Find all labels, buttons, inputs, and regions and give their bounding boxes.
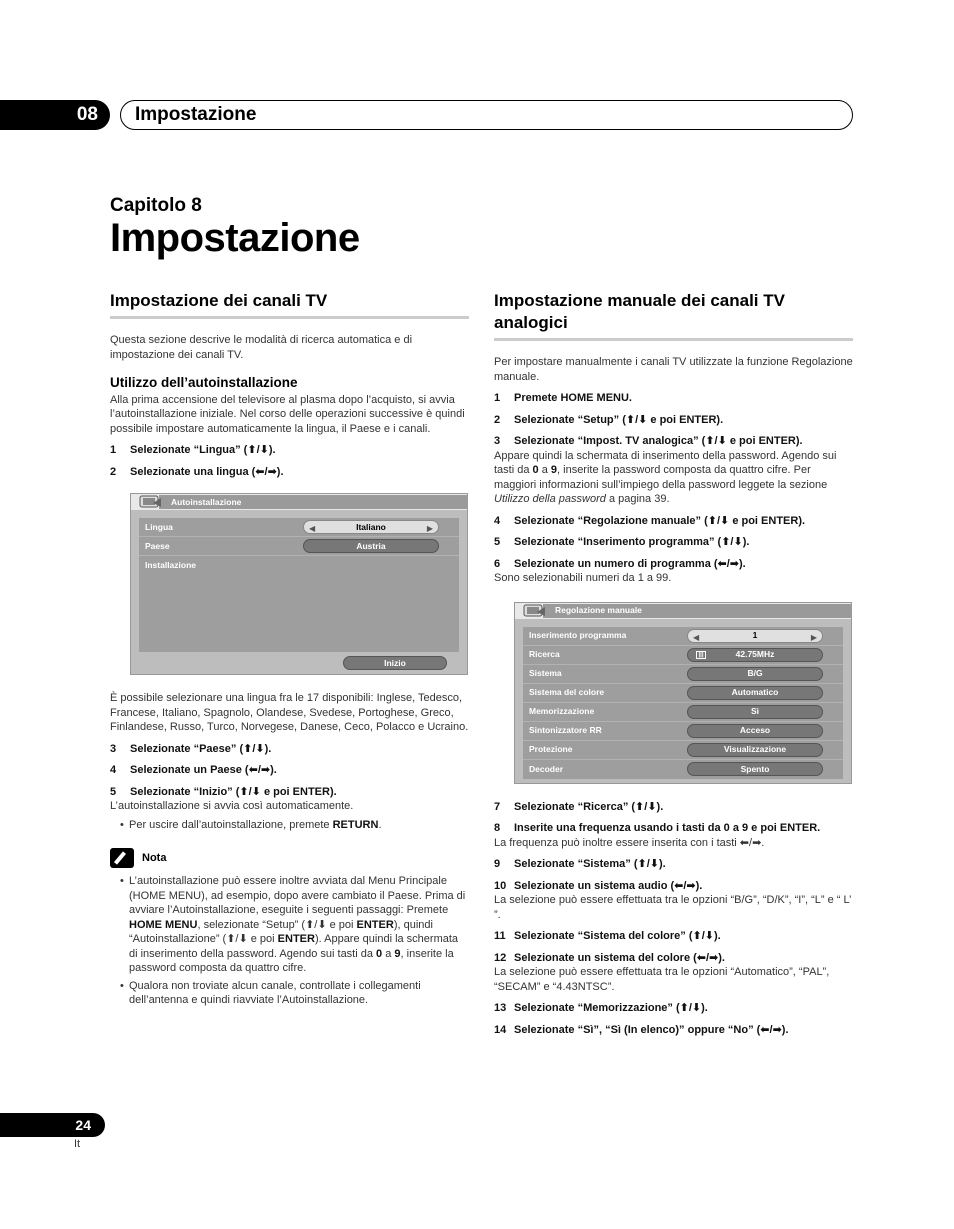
audio-system-selector[interactable]: B/G (687, 667, 823, 681)
decoder-selector[interactable]: Spento (687, 762, 823, 776)
note-text: Qualora non troviate alcun canale, controllate i collegamenti dell’antenna e quindi riavviate l’Autoinstallazione. (129, 979, 421, 1006)
arrow-right-icon[interactable]: ▶ (810, 632, 817, 642)
step-number: 10 (494, 879, 507, 892)
step-number: 14 (494, 1023, 507, 1036)
note-text (129, 874, 469, 976)
step-6 (494, 557, 853, 572)
t: 9 (550, 464, 558, 476)
program-value: 1 (752, 630, 758, 641)
step-text: Selezionate “Ricerca” (⬆/⬇). (514, 800, 664, 813)
step-number: 5 (494, 536, 501, 548)
step-text: Selezionate “Setup” (⬆/⬇ e poi ENTER). (514, 413, 724, 426)
bullet-text-b: . (378, 818, 382, 831)
chapter-title: Impostazione (110, 216, 360, 260)
step-10-description: La selezione può essere effettuata tra le opzioni “B/G”, “D/K”, “I”, “L” e “ L’ ”. (494, 894, 852, 921)
step-text: Selezionate “Regolazione manuale” (⬆/⬇ e poi ENTER). (514, 514, 806, 527)
step-number: 2 (494, 413, 501, 426)
t: 9 (394, 947, 401, 960)
step-3-description (494, 449, 853, 507)
step-text: Selezionate un sistema del colore (⬅/➡). (514, 951, 725, 964)
t: 0 (532, 464, 539, 476)
step-text: Selezionate un Paese (⬅/➡). (130, 764, 277, 776)
t: ENTER (277, 933, 315, 945)
right-column (494, 290, 853, 1037)
chapter-header-bar: Impostazione (120, 100, 853, 130)
step-12 (494, 951, 853, 966)
t: a pagina 39. (605, 493, 670, 505)
note-bullet-1 (120, 874, 469, 976)
menu-row-paese[interactable] (139, 537, 459, 556)
step-number: 9 (494, 858, 501, 870)
step-9 (494, 857, 853, 872)
step-2 (494, 413, 853, 428)
menu-row-label: Sistema (529, 668, 562, 679)
step-6-description: Sono selezionabili numeri da 1 a 99. (494, 572, 672, 584)
t: , selezionate “Setup” (⬆/⬇ e poi (197, 918, 357, 931)
screen-title: Autoinstallazione (159, 495, 467, 509)
tv-menu-icon (523, 604, 547, 618)
menu-row-sistema[interactable] (523, 665, 843, 684)
step-12-description: La selezione può essere effettuata tra le opzioni “Automatico”, “PAL”, “SECAM” e “4.43NTSC”. (494, 966, 830, 993)
step-8 (494, 821, 853, 836)
chapter-label: Capitolo 8 (110, 195, 202, 216)
step-4 (494, 514, 853, 529)
step-text: Selezionate “Impost. TV analogica” (⬆/⬇ e poi ENTER). (514, 435, 803, 447)
step-text: Selezionate una lingua (⬅/➡). (130, 465, 284, 478)
menu-row-sintonizzatore[interactable] (523, 722, 843, 741)
tv-menu-icon (139, 495, 163, 509)
section-heading-tv-channels: Impostazione dei canali TV (110, 290, 469, 319)
step-number: 1 (494, 392, 501, 404)
manual-tuning-screen (514, 602, 852, 784)
step-number: 13 (494, 1002, 507, 1014)
step-number: 7 (494, 800, 501, 813)
step-text: Selezionate “Memorizzazione” (⬆/⬇). (514, 1002, 708, 1014)
step-number: 8 (494, 822, 501, 834)
frequency-field[interactable] (687, 648, 823, 662)
step-number: 6 (494, 557, 501, 570)
bullet-dot: • (120, 875, 124, 887)
step-5-description: L’autoinstallazione si avvia così automaticamente. (110, 800, 354, 812)
step-text: Selezionate “Inizio” (⬆/⬇ e poi ENTER). (130, 785, 337, 798)
page-number: 24 (0, 1113, 105, 1137)
pencil-icon (110, 848, 134, 868)
t: 0 (376, 947, 383, 960)
section-intro: Per impostare manualmente i canali TV utilizzate la funzione Regolazione manuale. (494, 356, 853, 383)
t: ). Appare quindi la schermata di inserimento della password. Agendo sui tasti da (129, 933, 459, 960)
t: L’autoinstallazione può essere inoltre avviata dal Menu Principale (HOME MENU), ad esempio, dopo avere cambiato il Paese. Prima di avviare l’Autoinstallazione, eseguite i seguenti passaggi: Premete (129, 875, 466, 916)
menu-row-label: Memorizzazione (529, 706, 595, 717)
step-number: 5 (110, 785, 117, 798)
step-11 (494, 929, 853, 944)
note-bullet-2 (120, 979, 469, 1008)
step-text: Selezionate “Sistema del colore” (⬆/⬇). (514, 930, 721, 942)
screen-menu-body (139, 518, 459, 652)
arrow-left-icon[interactable]: ◀ (693, 632, 700, 642)
screen-menu-body (523, 627, 843, 779)
autoinstall-screen (130, 493, 468, 675)
tuner-selector[interactable]: Acceso (687, 724, 823, 738)
screen-title: Regolazione manuale (543, 604, 851, 618)
t: , inserite la password composta da quattro cifre. Per maggiori informazioni sull’impiego della password leggete la sezione (494, 464, 828, 491)
arrow-left-icon[interactable]: ◀ (309, 524, 316, 533)
step-number: 4 (494, 514, 501, 527)
step-3 (494, 434, 853, 449)
t: ENTER (356, 918, 394, 931)
step-text: Premete HOME MENU. (514, 392, 632, 404)
subsection-intro: Alla prima accensione del televisore al plasma dopo l’acquisto, si avvia l’autoinstallazione iniziale. Nel corso delle operazioni successive è quindi possibile impostare automaticamente la lingua, il Paese e i canali. (110, 393, 465, 435)
return-key: RETURN (332, 818, 379, 831)
country-selector[interactable]: Austria (303, 539, 439, 553)
chapter-number-tab: 08 (0, 100, 110, 130)
bullet-dot: • (120, 818, 124, 831)
step-13 (494, 1001, 853, 1016)
menu-row-label: Sintonizzatore RR (529, 725, 602, 736)
menu-row-protezione[interactable] (523, 741, 843, 760)
t: ), quindi “Autoinstallazione” (⬆/⬇ e poi (129, 918, 433, 945)
step-text: Selezionate “Lingua” (⬆/⬇). (130, 444, 276, 456)
menu-row-label: Protezione (529, 744, 573, 755)
left-column (110, 290, 469, 1008)
step-1 (110, 443, 469, 458)
step-5 (494, 535, 853, 550)
step-4 (110, 763, 469, 778)
t: Utilizzo della password (494, 493, 606, 505)
t: HOME MENU (129, 918, 198, 931)
step-10 (494, 879, 853, 894)
frequency-value: 42.75MHz (735, 649, 775, 660)
step-5 (110, 785, 469, 800)
language-list-text: È possibile selezionare una lingua fra le 17 disponibili: Inglese, Tedesco, Francese, Italiano, Spagnolo, Olandese, Svedese, Portoghese, Greco, Finlandese, Russo, Turco, Norvegese, Danese, Ceco, Polacco e Ucraino. (110, 692, 469, 733)
step-number: 4 (110, 764, 117, 776)
step-number: 12 (494, 951, 507, 964)
step-2 (110, 465, 469, 480)
t: Appare quindi la schermata di inserimento della password. Agendo sui tasti da (494, 449, 837, 476)
language-selector[interactable] (303, 520, 439, 534)
menu-row-decoder[interactable] (523, 760, 843, 779)
menu-row-memorizzazione[interactable] (523, 703, 843, 722)
memory-selector[interactable]: Sì (687, 705, 823, 719)
menu-row-label: Decoder (529, 763, 564, 774)
arrow-right-icon[interactable]: ▶ (426, 524, 433, 533)
step-3 (110, 742, 469, 757)
t: a (382, 947, 395, 960)
step-number: 2 (110, 465, 117, 478)
menu-row-label: Ricerca (529, 649, 560, 660)
menu-row-inserimento[interactable] (523, 627, 843, 646)
bullet-text-a: Per uscire dall’autoinstallazione, premete (129, 818, 333, 831)
menu-row-label: Paese (145, 540, 170, 551)
t: , inserite la password composta da quattro cifre. (129, 947, 454, 974)
bullet-dot: • (120, 979, 124, 992)
step-number: 11 (494, 930, 506, 942)
step-8-description: La frequenza può inoltre essere inserita con i tasti ⬅/➡. (494, 836, 765, 849)
numeric-keypad-icon: ||| (696, 651, 706, 659)
color-system-selector[interactable]: Automatico (687, 686, 823, 700)
menu-row-ricerca[interactable] (523, 646, 843, 665)
program-selector[interactable] (687, 629, 823, 643)
step-1 (494, 391, 853, 406)
page-language: It (74, 1138, 81, 1150)
step-number: 1 (110, 444, 117, 456)
screen-title-bar (515, 603, 851, 619)
screen-title-bar (131, 494, 467, 510)
menu-row-label: Sistema del colore (529, 687, 605, 698)
step-text: Selezionate un numero di programma (⬅/➡). (514, 557, 746, 570)
step-text: Selezionate “Sì”, “Sì (In elenco)” oppure “No” (⬅/➡). (514, 1023, 789, 1036)
step-number: 3 (494, 435, 501, 447)
menu-row-lingua[interactable] (139, 518, 459, 537)
step-text: Selezionate “Sistema” (⬆/⬇). (514, 858, 666, 870)
protection-selector[interactable]: Visualizzazione (687, 743, 823, 757)
step-7 (494, 800, 853, 815)
menu-row-installazione (139, 556, 459, 575)
section-heading-manual: Impostazione manuale dei canali TV analogici (494, 290, 853, 341)
bullet-exit (120, 818, 469, 833)
menu-row-label: Lingua (145, 521, 173, 532)
menu-row-sistema-colore[interactable] (523, 684, 843, 703)
note-label: Nota (142, 851, 167, 864)
section-intro: Questa sezione descrive le modalità di ricerca automatica e di impostazione dei canali TV. (110, 334, 413, 361)
step-number: 3 (110, 742, 117, 755)
subsection-heading-autoinstall: Utilizzo dell’autoinstallazione (110, 375, 298, 390)
step-text: Selezionate “Inserimento programma” (⬆/⬇). (514, 536, 750, 548)
bullet-text (129, 818, 382, 833)
note-header (110, 848, 469, 868)
language-value: Italiano (356, 521, 386, 532)
menu-row-label: Inserimento programma (529, 630, 627, 641)
menu-row-label: Installazione (145, 560, 197, 571)
start-button[interactable]: Inizio (343, 656, 447, 670)
step-14 (494, 1023, 853, 1038)
step-text: Selezionate un sistema audio (⬅/➡). (514, 879, 703, 892)
step-text: Inserite una frequenza usando i tasti da 0 a 9 e poi ENTER. (514, 822, 821, 834)
t: a (538, 464, 551, 476)
step-text: Selezionate “Paese” (⬆/⬇). (130, 742, 272, 755)
